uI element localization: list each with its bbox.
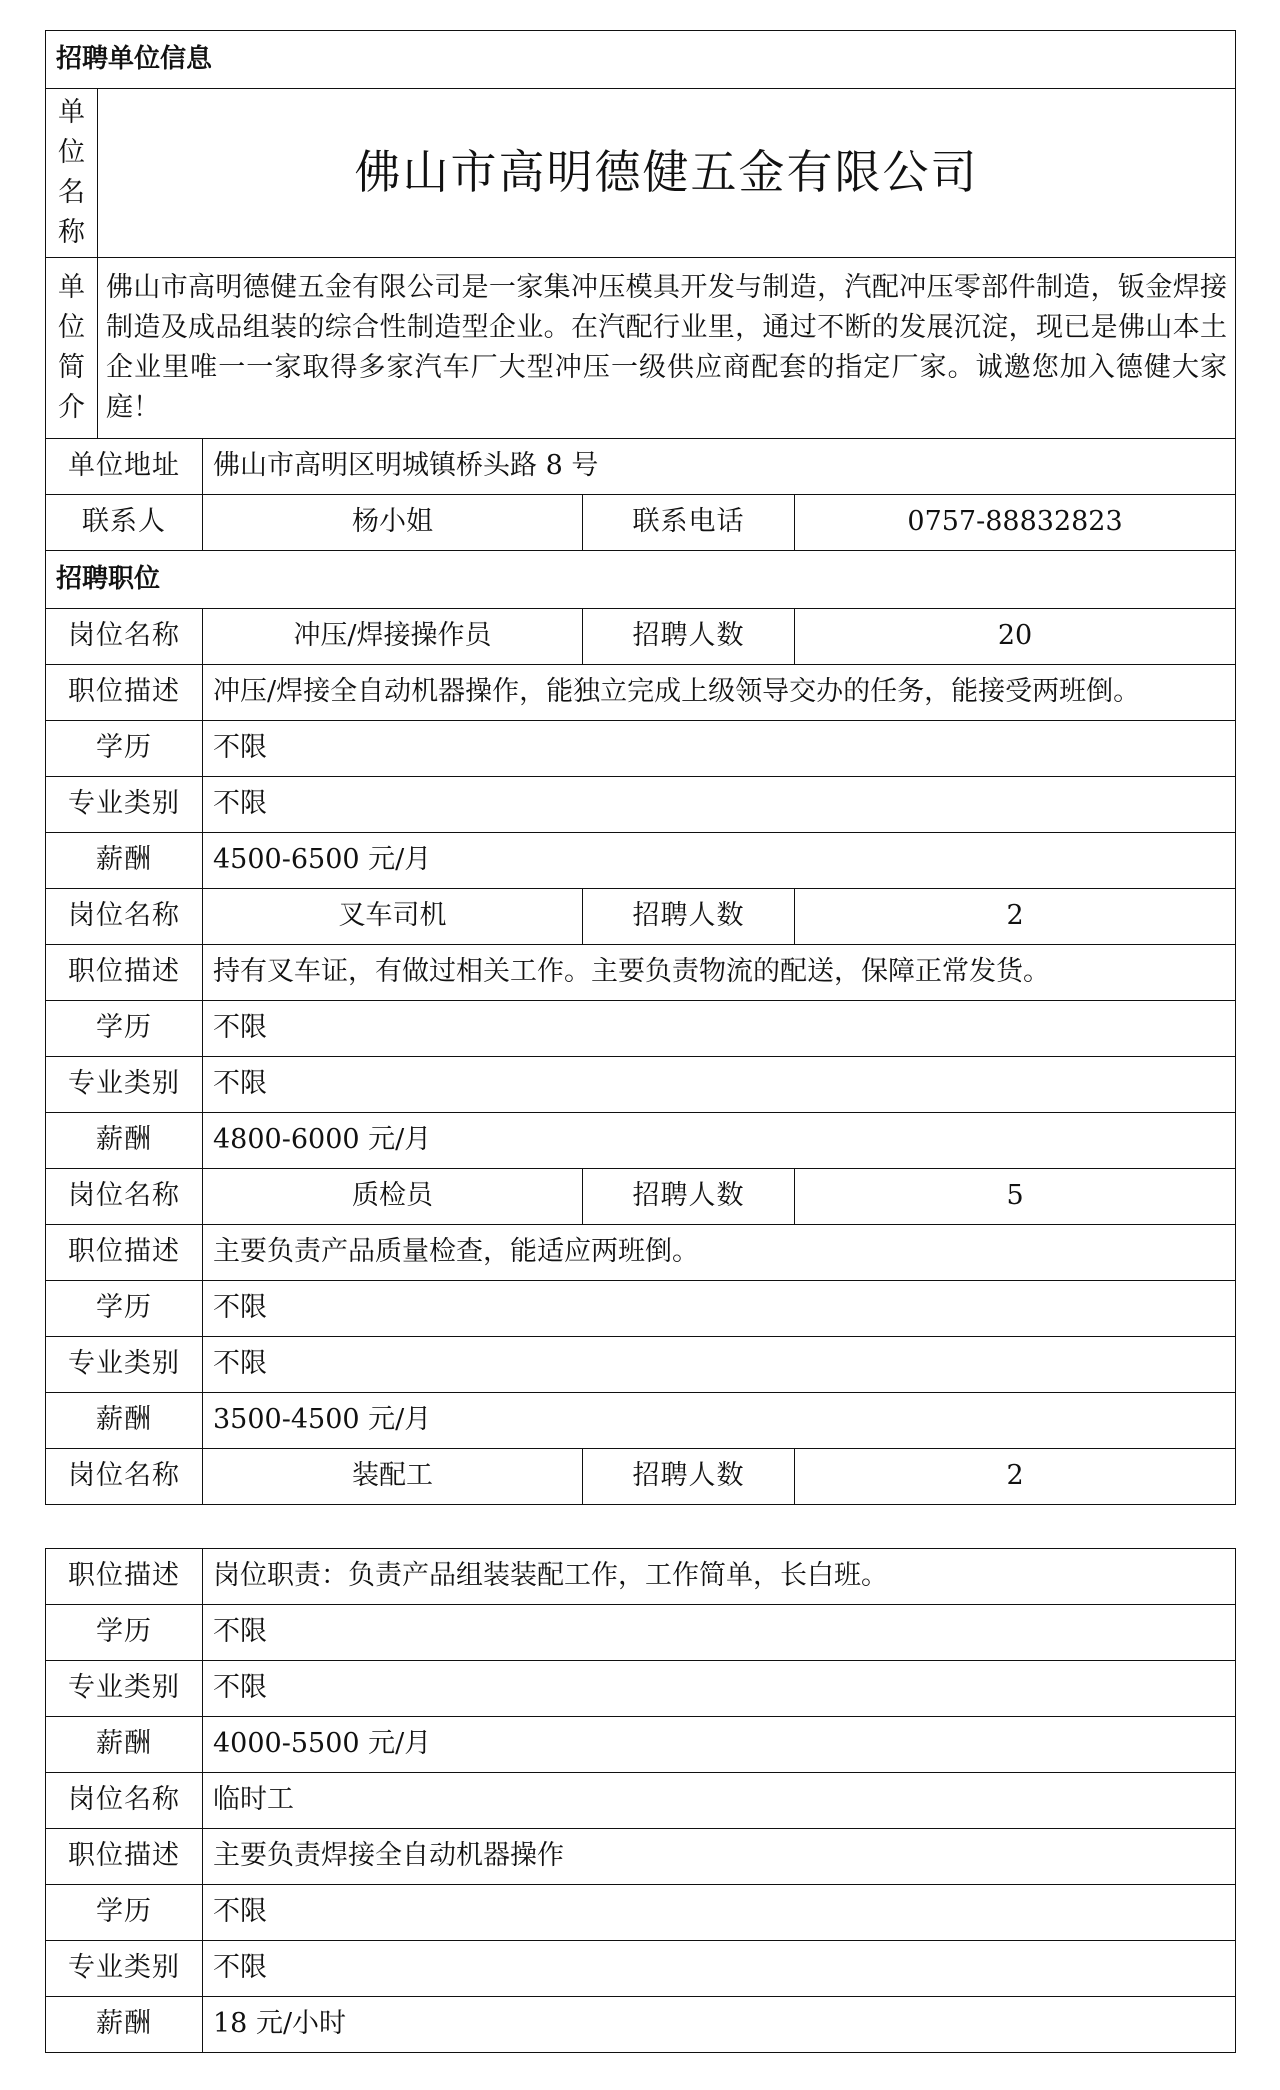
salary-value: 4000-5500 元/月 — [203, 1717, 1236, 1773]
education-value: 不限 — [203, 721, 1236, 777]
salary-label: 薪酬 — [46, 1997, 203, 2053]
job-title-value: 装配工 — [203, 1449, 583, 1505]
job-title-label: 岗位名称 — [46, 889, 203, 945]
major-label: 专业类别 — [46, 1337, 203, 1393]
major-label: 专业类别 — [46, 1057, 203, 1113]
headcount-label: 招聘人数 — [583, 889, 795, 945]
description-value: 主要负责焊接全自动机器操作 — [203, 1829, 1236, 1885]
recruitment-table — [45, 30, 1236, 1505]
salary-label: 薪酬 — [46, 833, 203, 889]
job-title-label: 岗位名称 — [46, 1449, 203, 1505]
contact-value: 杨小姐 — [203, 495, 583, 551]
headcount-value: 2 — [795, 889, 1236, 945]
description-value: 持有叉车证，有做过相关工作。主要负责物流的配送，保障正常发货。 — [203, 945, 1236, 1001]
job-title-label: 岗位名称 — [46, 609, 203, 665]
job-title-value: 冲压/焊接操作员 — [203, 609, 583, 665]
description-label: 职位描述 — [46, 1829, 203, 1885]
major-value: 不限 — [203, 1337, 1236, 1393]
salary-value: 3500-4500 元/月 — [203, 1393, 1236, 1449]
description-value: 岗位职责：负责产品组装装配工作，工作简单，长白班。 — [203, 1549, 1236, 1605]
education-label: 学历 — [46, 721, 203, 777]
headcount-label: 招聘人数 — [583, 1169, 795, 1225]
phone-label: 联系电话 — [583, 495, 795, 551]
headcount-label: 招聘人数 — [583, 1449, 795, 1505]
education-value: 不限 — [203, 1001, 1236, 1057]
education-value: 不限 — [203, 1605, 1236, 1661]
education-label: 学历 — [46, 1885, 203, 1941]
section-title-company: 招聘单位信息 — [46, 31, 1236, 89]
job-title-value: 临时工 — [203, 1773, 1236, 1829]
major-label: 专业类别 — [46, 777, 203, 833]
recruitment-table-continued — [45, 1548, 1236, 2053]
salary-value: 18 元/小时 — [203, 1997, 1236, 2053]
company-name-label: 单 位 名 称 — [46, 89, 98, 258]
address-label: 单位地址 — [46, 439, 203, 495]
contact-label: 联系人 — [46, 495, 203, 551]
education-value: 不限 — [203, 1885, 1236, 1941]
education-value: 不限 — [203, 1281, 1236, 1337]
major-label: 专业类别 — [46, 1941, 203, 1997]
job-title-value: 叉车司机 — [203, 889, 583, 945]
job-title-label: 岗位名称 — [46, 1773, 203, 1829]
company-intro: 佛山市高明德健五金有限公司是一家集冲压模具开发与制造，汽配冲压零部件制造，钣金焊接制造及成品组装的综合性制造型企业。在汽配行业里，通过不断的发展沉淀，现已是佛山本土企业里唯一一家取得多家汽车厂大型冲压一级供应商配套的指定厂家。诚邀您加入德健大家庭！ — [98, 258, 1236, 439]
description-label: 职位描述 — [46, 1549, 203, 1605]
headcount-value: 2 — [795, 1449, 1236, 1505]
salary-label: 薪酬 — [46, 1717, 203, 1773]
description-label: 职位描述 — [46, 945, 203, 1001]
headcount-value: 5 — [795, 1169, 1236, 1225]
salary-label: 薪酬 — [46, 1393, 203, 1449]
headcount-label: 招聘人数 — [583, 609, 795, 665]
job-title-value: 质检员 — [203, 1169, 583, 1225]
headcount-value: 20 — [795, 609, 1236, 665]
major-value: 不限 — [203, 777, 1236, 833]
salary-value: 4800-6000 元/月 — [203, 1113, 1236, 1169]
description-value: 冲压/焊接全自动机器操作，能独立完成上级领导交办的任务，能接受两班倒。 — [203, 665, 1236, 721]
salary-value: 4500-6500 元/月 — [203, 833, 1236, 889]
description-value: 主要负责产品质量检查，能适应两班倒。 — [203, 1225, 1236, 1281]
phone-value: 0757-88832823 — [795, 495, 1236, 551]
company-name: 佛山市高明德健五金有限公司 — [98, 89, 1236, 258]
address-value: 佛山市高明区明城镇桥头路 8 号 — [203, 439, 1236, 495]
major-label: 专业类别 — [46, 1661, 203, 1717]
company-intro-label: 单 位 简 介 — [46, 258, 98, 439]
description-label: 职位描述 — [46, 665, 203, 721]
education-label: 学历 — [46, 1281, 203, 1337]
major-value: 不限 — [203, 1941, 1236, 1997]
major-value: 不限 — [203, 1057, 1236, 1113]
education-label: 学历 — [46, 1001, 203, 1057]
description-label: 职位描述 — [46, 1225, 203, 1281]
education-label: 学历 — [46, 1605, 203, 1661]
major-value: 不限 — [203, 1661, 1236, 1717]
section-title-jobs: 招聘职位 — [46, 551, 1236, 609]
salary-label: 薪酬 — [46, 1113, 203, 1169]
job-title-label: 岗位名称 — [46, 1169, 203, 1225]
